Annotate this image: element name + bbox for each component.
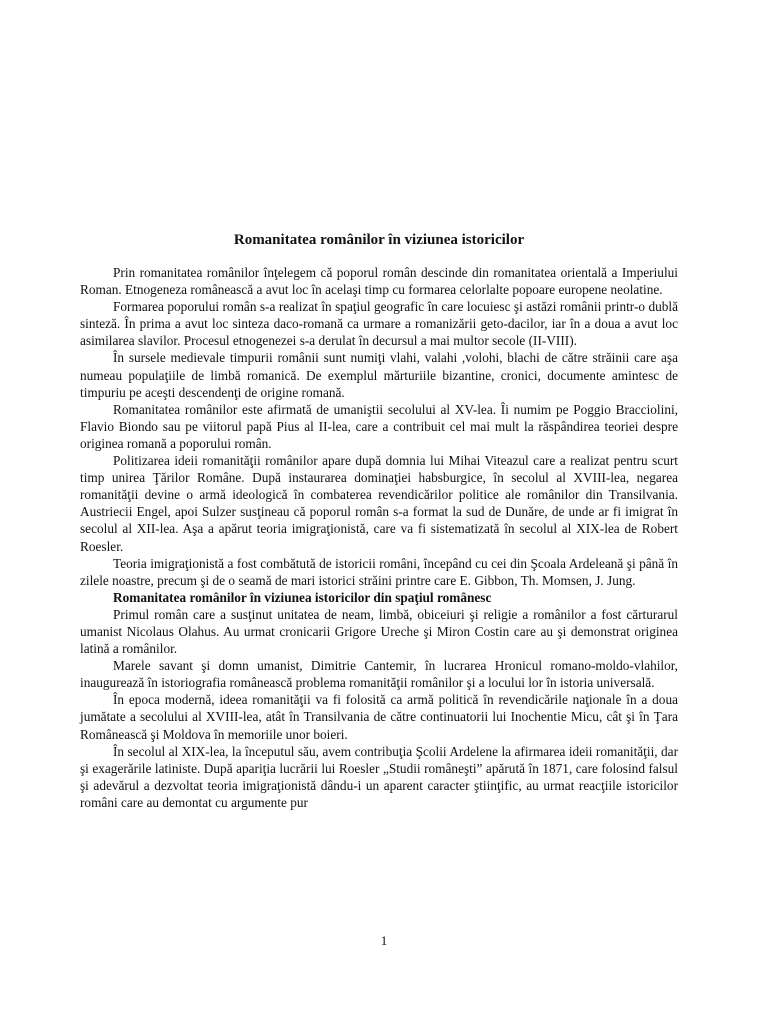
paragraph: Romanitatea românilor este afirmată de umaniştii secolului al XV-lea. Îi numim pe Poggio Bracciolini, Flavio Biondo sau pe viitorul papă Pius al II-lea, care a contribuit cel mai mult la răspândirea teoriei despre originea romană a poporului român.	[80, 401, 678, 451]
document-page	[80, 230, 678, 811]
paragraph: În secolul al XIX-lea, la începutul său, avem contribuţia Şcolii Ardelene la afirmarea ideii romanităţii, dar şi exagerările latiniste. După apariţia lucrării lui Roesler „Studii româneşti” apărută în 1871, care folosind falsul şi adevărul a dezvoltat teoria imigraţionistă dându-i un aparent caracter ştiinţific, au urmat reacţiile istoricilor români care au demontat cu argumente pur	[80, 743, 678, 810]
section-heading: Romanitatea românilor în viziunea istoricilor din spaţiul românesc	[113, 589, 492, 605]
paragraph: În sursele medievale timpurii românii sunt numiţi vlahi, valahi ,volohi, blachi de către străinii care aşa numeau populaţiile de limbă romanică. De exemplul mărturiile bizantine, cronici, documente amintesc de timpuriu pe aceşti descendenţi de origine romană.	[80, 350, 678, 400]
paragraph: În epoca modernă, ideea romanităţii va fi folosită ca armă politică în revendicările naţionale în a doua jumătate a secolului al XVIII-lea, atât în Transilvania de către continuatorii lui Inochentie Micu, cât şi în Ţara Românească şi Moldova în memoriile unor boieri.	[80, 692, 678, 742]
paragraph: Prin romanitatea românilor înţelegem că poporul român descinde din romanitatea orientală a Imperiului Roman. Etnogeneza românească a avut loc în acelaşi timp cu formarea celorlalte popoare europene neolatine.	[80, 265, 678, 298]
document-title: Romanitatea românilor în viziunea istoricilor	[233, 232, 525, 248]
paragraph: Teoria imigraţionistă a fost combătută de istoricii români, începând cu cei din Şcoala Ardeleană şi până în zilele noastre, precum şi de o seamă de mari istorici străini printre care E. Gibbon, Th. Momsen, J. Jung.	[80, 555, 678, 588]
paragraph: Politizarea ideii romanităţii românilor apare după domnia lui Mihai Viteazul care a realizat pentru scurt timp unirea Ţărilor Române. După instaurarea dominaţiei habsburgice, în secolul al XVIII-lea, negarea romanităţii devine o armă ideologică în combaterea revendicărilor politice ale românilor din Transilvania. Austriecii Engel, apoi Sulzer susţineau că poporul român s-a format la sud de Dunăre, de unde ar fi imigrat în secolul al XII-lea. Aşa a apărut teoria imigraţionistă, care va fi sistematizată în secolul al XIX-lea de Robert Roesler.	[80, 453, 678, 554]
page-number: 1	[380, 933, 388, 948]
paragraph: Marele savant şi domn umanist, Dimitrie Cantemir, în lucrarea Hronicul romano-moldo-vlahilor, inaugurează în istoriografia românească problema romanităţii românilor şi a locului lor în istoria universală.	[80, 658, 678, 691]
paragraph: Primul român care a susţinut unitatea de neam, limbă, obiceiuri şi religie a românilor a fost cărturarul umanist Nicolaus Olahus. Au urmat cronicarii Grigore Ureche şi Miron Costin care au şi demonstrat originea latină a românilor.	[80, 606, 678, 657]
paragraph: Formarea poporului român s-a realizat în spaţiul geografic în care locuiesc şi astăzi românii printr-o dublă sinteză. În prima a avut loc sinteza daco-romană ca urmare a romanizării geto-dacilor, iar în a doua a avut loc asimilarea slavilor. Procesul etnogenezei s-a derulat în decursul a mai multor secole (II-VIII).	[80, 299, 678, 349]
